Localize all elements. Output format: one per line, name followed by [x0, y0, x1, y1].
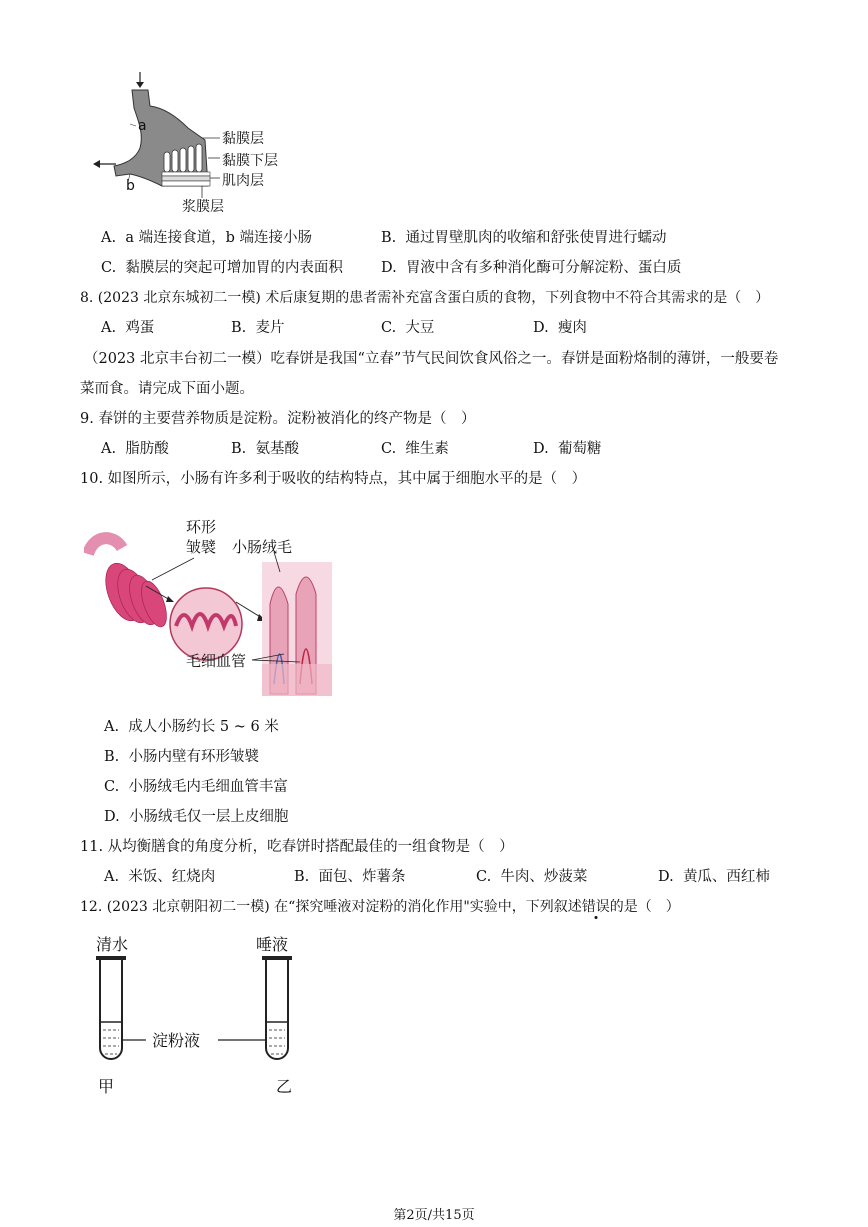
q8-option-a: A. 鸡蛋 — [101, 320, 155, 336]
q9-option-d: D. 葡萄糖 — [533, 441, 602, 457]
q7-option-d: D. 胃液中含有多种消化酶可分解淀粉、蛋白质 — [381, 260, 682, 276]
label-mucosa: 黏膜层 — [222, 131, 264, 147]
q12-stem-emph: 错误 — [581, 899, 610, 915]
q11-stem: 11. 从均衡膳食的角度分析，吃春饼时搭配最佳的一组食物是（ ） — [80, 839, 514, 855]
stomach-figure — [90, 68, 290, 218]
q7-option-b: B. 通过胃壁肌肉的收缩和舒张使胃进行蠕动 — [381, 230, 667, 246]
q11-option-a: A. 米饭、红烧肉 — [104, 869, 216, 885]
q10-option-b: B. 小肠内壁有环形皱襞 — [104, 749, 259, 765]
label-a: a — [138, 118, 147, 134]
q12-stem-post: 的是（ ） — [609, 899, 680, 915]
q9-option-c: C. 维生素 — [381, 441, 449, 457]
label-starch: 淀粉液 — [152, 1031, 201, 1050]
q7-option-a: A. a 端连接食道，b 端连接小肠 — [101, 230, 312, 246]
label-fold-1: 环形 — [186, 518, 217, 536]
label-capillary: 毛细血管 — [186, 652, 247, 670]
q9-stem: 9. 春饼的主要营养物质是淀粉。淀粉被消化的终产物是（ ） — [80, 411, 476, 427]
q8-stem: 8. (2023 北京东城初二一模) 术后康复期的患者需补充富含蛋白质的食物，下列食物中不符合其需求的是（ ） — [80, 290, 770, 306]
label-yi: 乙 — [276, 1077, 293, 1096]
q10-stem: 10. 如图所示，小肠有许多利于吸收的结构特点，其中属于细胞水平的是（ ） — [80, 471, 587, 487]
q10-option-d: D. 小肠绒毛仅一层上皮细胞 — [104, 809, 289, 825]
q12-stem-pre: 12. (2023 北京朝阳初二一模) 在“探究唾液对淀粉的消化作用"实验中，下列叙述 — [80, 899, 582, 915]
q9-option-b: B. 氨基酸 — [231, 441, 299, 457]
page-number: 第2页/共15页 — [393, 1208, 475, 1223]
label-saliva: 唾液 — [256, 935, 289, 954]
intestine-figure — [84, 514, 336, 698]
label-muscle: 肌肉层 — [222, 173, 264, 189]
q7-option-c: C. 黏膜层的突起可增加胃的内表面积 — [101, 260, 343, 276]
q10-option-a: A. 成人小肠约长 5 ~ 6 米 — [104, 719, 279, 735]
q8-option-b: B. 麦片 — [231, 320, 285, 336]
q11-option-b: B. 面包、炸薯条 — [294, 869, 406, 885]
q8-option-c: C. 大豆 — [381, 320, 435, 336]
label-b: b — [126, 178, 135, 194]
q8-option-d: D. 瘦肉 — [533, 320, 587, 336]
label-water: 清水 — [96, 935, 129, 954]
q11-option-c: C. 牛肉、炒菠菜 — [476, 869, 588, 885]
q10-option-c: C. 小肠绒毛内毛细血管丰富 — [104, 779, 288, 795]
label-submucosa: 黏膜下层 — [222, 153, 278, 169]
q9-option-a: A. 脂肪酸 — [101, 441, 169, 457]
label-serosa: 浆膜层 — [182, 199, 224, 215]
q12-stem — [80, 897, 680, 917]
label-villus: 小肠绒毛 — [232, 538, 293, 556]
intro-line-1: （2023 北京丰台初二一模）吃春饼是我国“立春”节气民间饮食风俗之一。春饼是面粉烙制的薄饼，一般要卷 — [84, 351, 779, 367]
label-jia: 甲 — [98, 1077, 115, 1096]
test-tube-figure — [90, 930, 310, 1100]
q11-option-d: D. 黄瓜、西红柿 — [658, 869, 770, 885]
intro-line-2: 菜而食。请完成下面小题。 — [80, 381, 254, 397]
label-fold-2: 皱襞 — [186, 538, 217, 556]
